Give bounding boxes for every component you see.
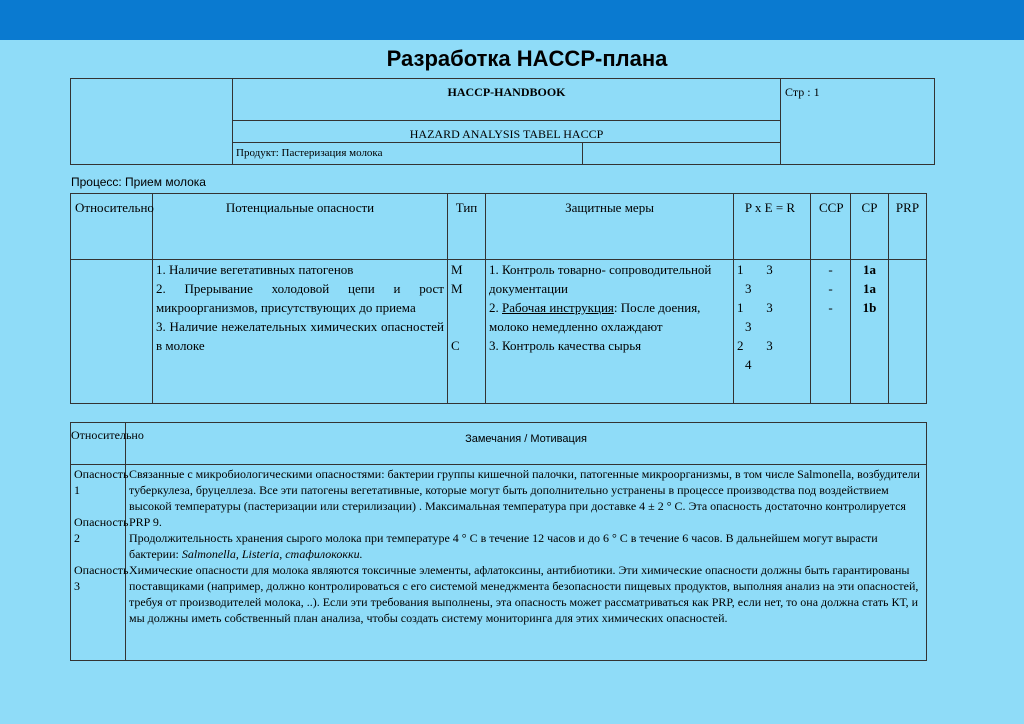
cp-cell [851,260,889,404]
hazard-item: 2. Прерывание холодовой цепи и рост микроорганизмов, присутствующих до приема [156,281,444,315]
col-header-pxe: P x E = R [734,194,811,260]
cp-value: 1a [863,281,876,296]
type-value: M [451,281,463,296]
measures-cell [486,260,734,404]
hazards-cell [153,260,448,404]
measure-text: : После доения, молоко немедленно охлаждают [489,300,701,334]
hazard-label: Опасность 3 [74,563,129,593]
ccp-cell [811,260,851,404]
type-cell [448,260,486,404]
page-number: Стр : 1 [781,79,935,165]
col-header-prp: PRP [889,194,927,260]
remark-italic: Salmonella, Listeria, стафилококки. [181,547,363,561]
ccp-value: - [828,300,833,315]
type-spacer [451,317,482,336]
relative-cell [71,260,153,404]
pxe-cell [734,260,811,404]
remark-paragraph: Связанные с микробиологическими опасностями: бактерии группы кишечной палочки, патогенные микроорганизмы, в том числе Salmonella, возбудители туберкулеза, бруцеллеза. Все эти патогены вегетативные, которые могут быть дополнительно устранены в процессе производства под воздействием высокой температуры (пастеризации или стерилизации) . Максимальная температура при доставке 4 ± 2 ° С. Эта опасность достаточно контролируется PRP 9. [129,467,920,529]
pxe-value: 3 [745,281,752,296]
hazard-table [70,193,927,404]
handbook-title: HACCP-HANDBOOK [233,79,781,121]
hazard-analysis-title: HAZARD ANALYSIS TABEL HACCP [233,121,781,143]
measure-number: 2. [489,300,502,315]
prp-cell [889,260,927,404]
type-value: C [451,338,460,353]
hazard-labels-cell [71,465,129,661]
ccp-value: - [828,262,833,277]
remarks-text-cell [126,465,927,661]
hazard-label: Опасность 1 [74,467,129,497]
pxe-value: 3 [745,319,752,334]
col-header-cp: CP [851,194,889,260]
col-header-hazards: Потенциальные опасности [153,194,448,260]
hazard-label: Опасность 2 [74,515,129,545]
page-title: Разработка HACCP-плана [386,46,668,71]
remark-paragraph [129,530,923,562]
remark-text: Продолжительность хранения сырого молока при температуре 4 ° С в течение 12 часов и до 6 ° С в течение 6 часов. В дальнейшем могут вырасти бактерии: [129,531,878,561]
logo-cell [71,79,233,165]
pxe-value: 2 3 [737,338,773,353]
work-instruction-link: Рабочая инструкция [502,300,614,315]
col-header-ccp: CCP [811,194,851,260]
type-spacer [451,298,482,317]
pxe-value: 4 [745,357,752,372]
top-banner [0,0,1024,40]
pxe-value: 1 3 [737,300,773,315]
type-value: M [451,262,463,277]
col-header-remarks: Замечания / Мотивация [126,423,927,465]
col-header-type: Тип [448,194,486,260]
process-label: Процесс: Прием молока [71,175,206,189]
col-header-relative: Относительно [71,423,126,465]
ccp-value: - [828,281,833,296]
col-header-relative: Относительно [71,194,153,260]
measure-item [489,298,730,336]
pxe-value: 1 3 [737,262,773,277]
col-header-measures: Защитные меры [486,194,734,260]
product-empty-cell [583,143,781,165]
hazard-item: 1. Наличие вегетативных патогенов [156,262,354,277]
measure-item: 3. Контроль качества сырья [489,338,642,353]
haccp-header-table [70,78,935,165]
cp-value: 1b [862,300,877,315]
measure-item: 1. Контроль товарно- сопроводительной документации [489,262,712,296]
cp-value: 1a [863,262,876,277]
remarks-table [70,422,927,661]
product-name: Продукт: Пастеризация молока [233,143,583,165]
remark-paragraph: Химические опасности для молока являются токсичные элементы, афлатоксины, антибиотики. Эти химические опасности должны быть гарантированы поставщиками (например, должно контролироваться с его системой менеджмента безопасности пищевых продуктов, выполняя анализ на эти опасностей, требуя от производителей молока, ..). Если эти требования выполнены, эта опасность может рассматриваться как PRP, если нет, то она должна стать КТ, и мы должны иметь собственный план анализа, чтобы создать систему мониторинга для этих химических опасностей. [129,563,919,625]
hazard-item: 3. Наличие нежелательных химических опасностей в молоке [156,319,444,353]
